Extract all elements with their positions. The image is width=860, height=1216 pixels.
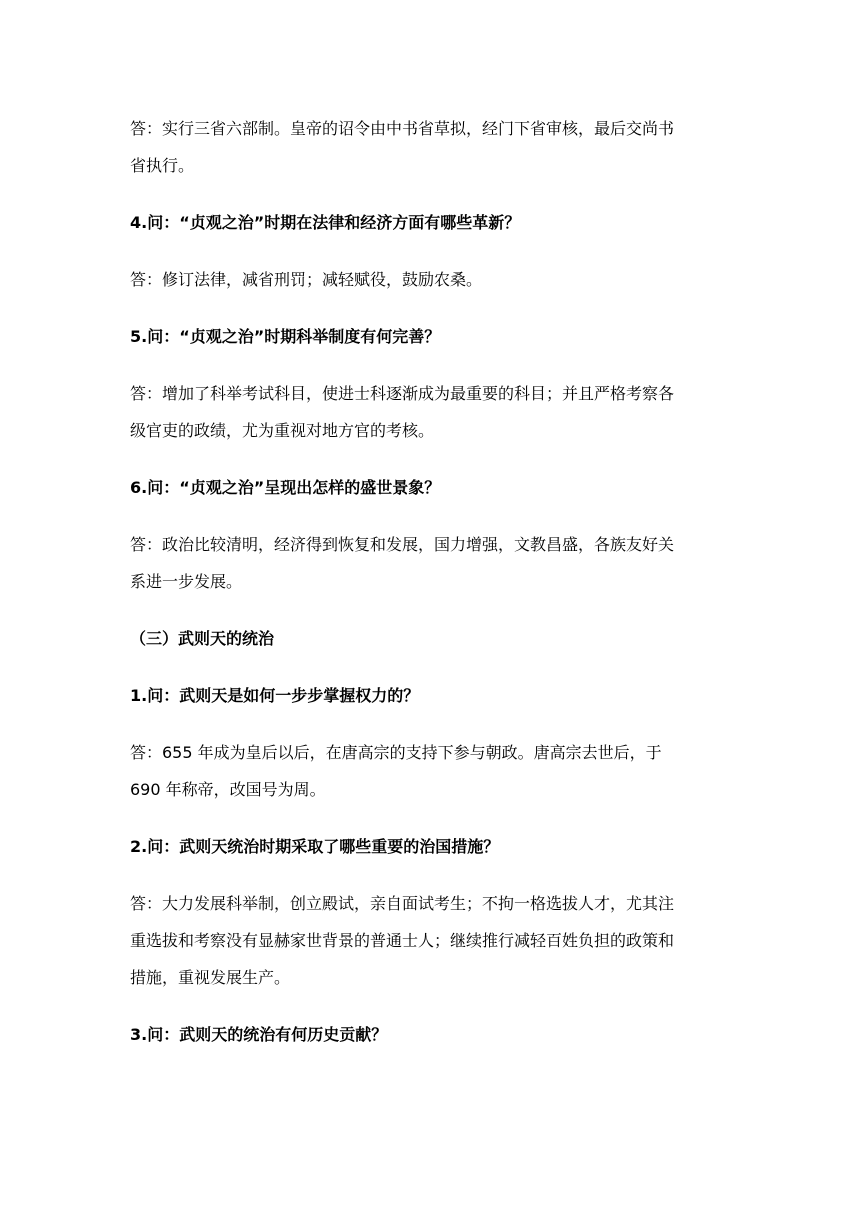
paragraph-gap xyxy=(130,241,730,261)
text-line: 1.问：武则天是如何一步步掌握权力的？ xyxy=(130,686,420,705)
text-line: 答：政治比较清明，经济得到恢复和发展，国力增强，文教昌盛，各族友好关 xyxy=(130,535,675,554)
text-line: 措施，重视发展生产。 xyxy=(130,968,291,987)
text-line: 答：大力发展科举制，创立殿试，亲自面试考生；不拘一格选拔人才，尤其注 xyxy=(130,894,675,913)
paragraph-gap xyxy=(130,600,730,620)
text-line: 答：修订法律，减省刑罚；减轻赋役，鼓励农桑。 xyxy=(130,270,483,289)
paragraph-gap xyxy=(130,657,730,677)
question-paragraph xyxy=(130,318,730,355)
paragraph-gap xyxy=(130,449,730,469)
answer-paragraph xyxy=(130,261,730,298)
paragraph-gap xyxy=(130,808,730,828)
text-line: 重选拔和考察没有显赫家世背景的普通士人；继续推行减轻百姓负担的政策和 xyxy=(130,931,675,950)
question-paragraph xyxy=(130,828,730,865)
answer-paragraph xyxy=(130,110,730,184)
text-line: （三）武则天的统治 xyxy=(130,629,275,648)
text-line: 系进一步发展。 xyxy=(130,572,243,591)
text-line: 3.问：武则天的统治有何历史贡献？ xyxy=(130,1025,388,1044)
paragraph-gap xyxy=(130,506,730,526)
question-paragraph xyxy=(130,1016,730,1053)
paragraph-gap xyxy=(130,996,730,1016)
paragraph-gap xyxy=(130,714,730,734)
section-heading xyxy=(130,620,730,657)
question-paragraph xyxy=(130,204,730,241)
text-line: 答：增加了科举考试科目，使进士科逐渐成为最重要的科目；并且严格考察各 xyxy=(130,384,675,403)
question-paragraph xyxy=(130,469,730,506)
text-line: 690 年称帝，改国号为周。 xyxy=(130,780,326,799)
text-line: 答：655 年成为皇后以后，在唐高宗的支持下参与朝政。唐高宗去世后，于 xyxy=(130,743,662,762)
text-line: 4.问：“贞观之治”时期在法律和经济方面有哪些革新？ xyxy=(130,213,521,232)
text-line: 级官吏的政绩，尤为重视对地方官的考核。 xyxy=(130,421,435,440)
text-line: 5.问：“贞观之治”时期科举制度有何完善？ xyxy=(130,327,441,346)
paragraph-gap xyxy=(130,184,730,204)
text-line: 答：实行三省六部制。皇帝的诏令由中书省草拟，经门下省审核，最后交尚书 xyxy=(130,119,675,138)
paragraph-gap xyxy=(130,865,730,885)
text-line: 2.问：武则天统治时期采取了哪些重要的治国措施？ xyxy=(130,837,500,856)
answer-paragraph xyxy=(130,526,730,600)
text-line: 6.问：“贞观之治”呈现出怎样的盛世景象？ xyxy=(130,478,441,497)
answer-paragraph xyxy=(130,375,730,449)
answer-paragraph xyxy=(130,885,730,996)
paragraph-gap xyxy=(130,355,730,375)
document-page xyxy=(130,110,730,1053)
answer-paragraph xyxy=(130,734,730,808)
paragraph-gap xyxy=(130,298,730,318)
question-paragraph xyxy=(130,677,730,714)
text-line: 省执行。 xyxy=(130,156,195,175)
